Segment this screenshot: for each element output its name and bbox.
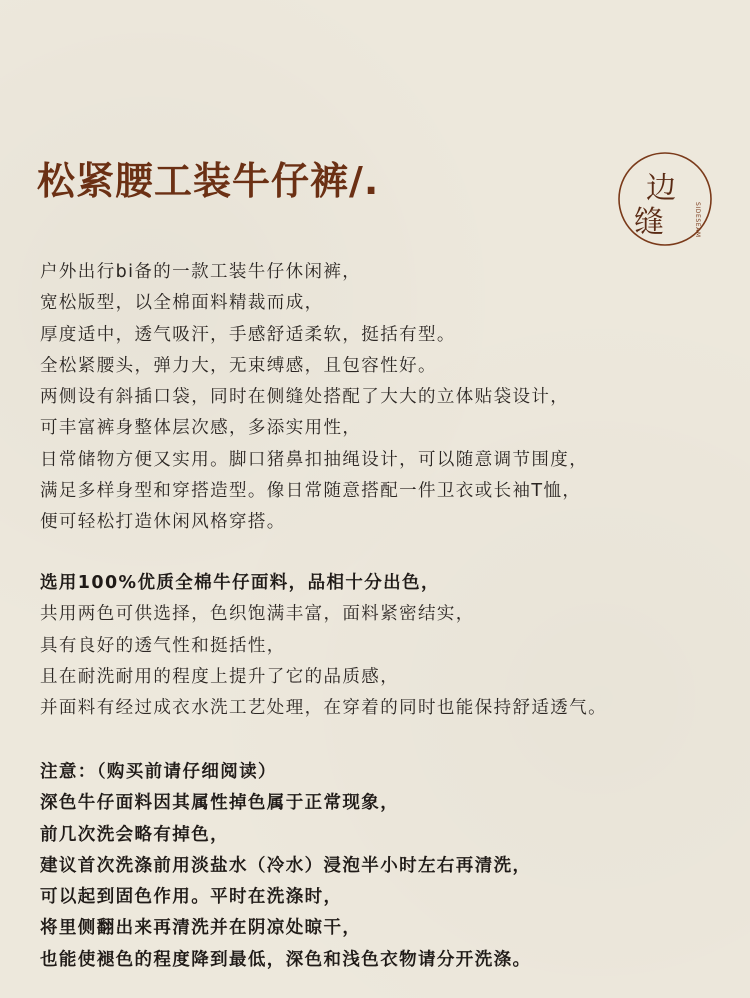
intro-line: 满足多样身型和穿搭造型。像日常随意搭配一件卫衣或长袖T恤，	[40, 481, 582, 502]
fabric-heading-line: 选用100%优质全棉牛仔面料，品相十分出色，	[40, 573, 440, 593]
brand-logo	[616, 150, 714, 248]
notice-line: 建议首次洗涤前用淡盐水（冷水）浸泡半小时左右再清洗，	[40, 855, 532, 876]
notice-line: 可以起到固色作用。平时在洗涤时，	[40, 887, 343, 908]
fabric-paragraph	[40, 568, 607, 724]
fabric-line: 具有良好的透气性和挺括性，	[40, 635, 286, 656]
intro-line: 全松紧腰头，弹力大，无束缚感，且包容性好。	[40, 355, 437, 376]
fabric-line: 共用两色可供选择，色织饱满丰富，面料紧密结实，	[40, 604, 475, 625]
intro-line: 户外出行bi备的一款工装牛仔休闲裤，	[40, 262, 362, 282]
brand-seal-icon	[616, 150, 714, 248]
intro-line: 厚度适中，透气吸汗，手感舒适柔软，挺括有型。	[40, 324, 456, 345]
notice-line: 将里侧翻出来再清洗并在阴凉处晾干，	[40, 918, 362, 939]
notice-line: 也能使褪色的程度降到最低，深色和浅色衣物请分开洗涤。	[40, 949, 532, 970]
fabric-line: 并面料有经过成衣水洗工艺处理，在穿着的同时也能保持舒适透气。	[40, 698, 607, 719]
fabric-line: 且在耐洗耐用的程度上提升了它的品质感，	[40, 666, 400, 687]
intro-line: 可丰富裤身整体层次感，多添实用性，	[40, 418, 362, 439]
logo-char-1: 边	[646, 171, 676, 206]
intro-line: 便可轻松打造休闲风格穿搭。	[40, 512, 286, 533]
logo-char-2: 缝	[634, 205, 664, 240]
intro-paragraph	[40, 257, 588, 539]
notice-line: 深色牛仔面料因其属性掉色属于正常现象，	[40, 793, 400, 814]
logo-subtitle: SIDESEAM	[694, 202, 701, 238]
notice-paragraph	[40, 757, 531, 976]
intro-line: 日常储物方便又实用。脚口猪鼻扣抽绳设计，可以随意调节围度，	[40, 449, 589, 470]
intro-line: 两侧设有斜插口袋，同时在侧缝处搭配了大大的立体贴袋设计，	[40, 387, 570, 408]
notice-line: 前几次洗会略有掉色，	[40, 824, 229, 845]
page-title: 松紧腰工装牛仔裤/.	[37, 159, 380, 203]
notice-heading-line: 注意：（购买前请仔细阅读）	[40, 762, 277, 782]
intro-line: 宽松版型，以全棉面料精裁而成，	[40, 293, 324, 314]
